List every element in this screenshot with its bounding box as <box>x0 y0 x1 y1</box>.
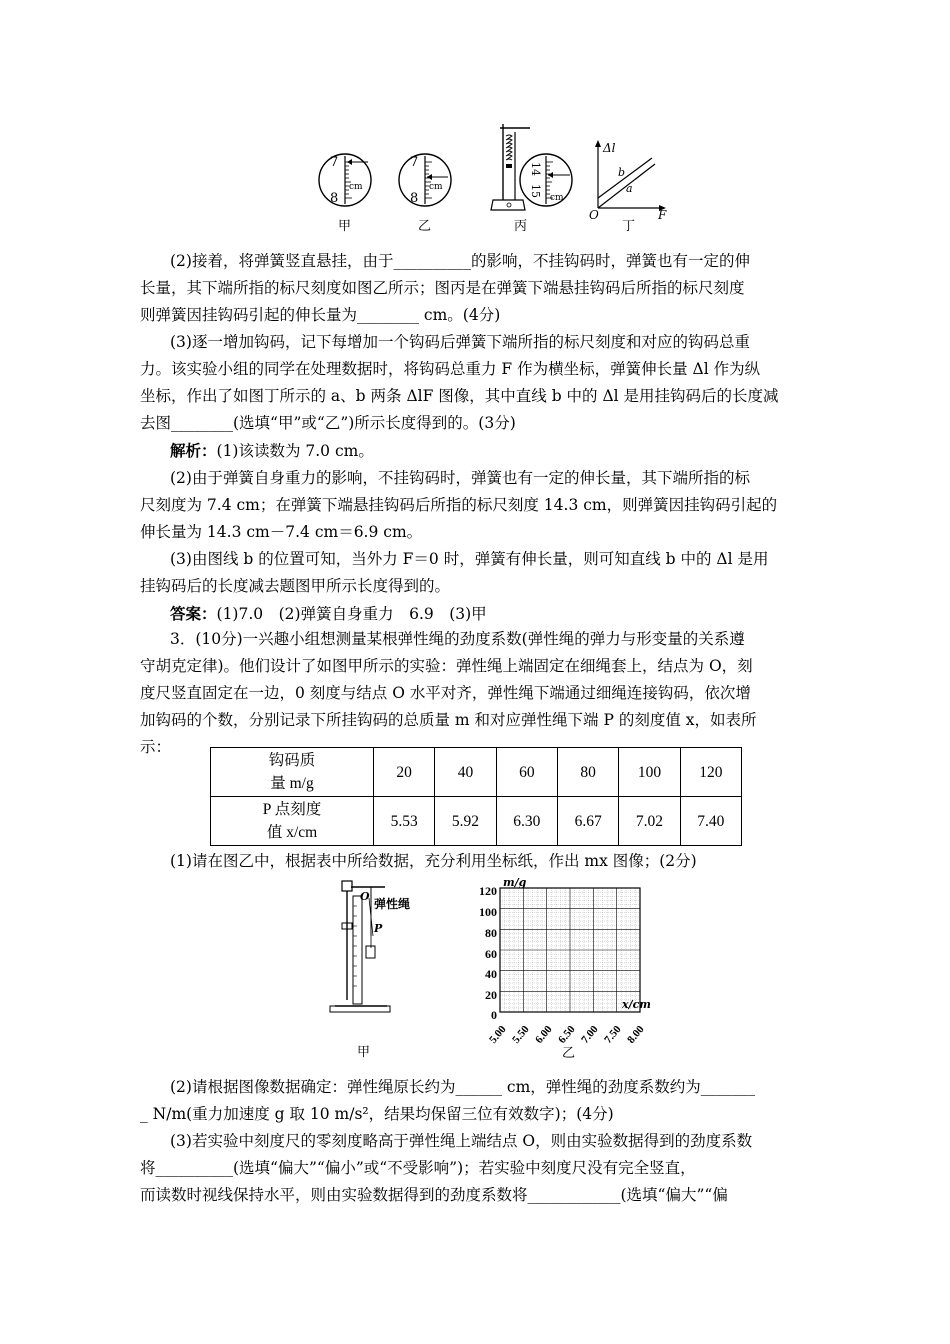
text-line: 度尺竖直固定在一边，0 刻度与结点 O 水平对齐，弹性绳下端通过细绳连接钩码，依次增 <box>140 684 751 702</box>
svg-text:8: 8 <box>330 191 339 206</box>
table-cell: 7.40 <box>680 797 741 846</box>
text-line: 长量，其下端所指的标尺刻度如图乙所示；图丙是在弹簧下端悬挂钩码后所指的标尺刻度 <box>140 279 745 297</box>
text-line: 力。该实验小组的同学在处理数据时，将钩码总重力 F 作为横坐标，弹簧伸长量 Δl 作为纵 <box>140 360 761 378</box>
svg-text:8.00: 8.00 <box>625 1023 647 1046</box>
svg-text:O: O <box>589 208 599 222</box>
svg-text:F: F <box>658 208 667 222</box>
table-cell: 60 <box>496 748 557 797</box>
text-line: 将__________(选填“偏大”“偏小”或“不受影响”)；若实验中刻度尺没有完全竖直， <box>140 1159 696 1177</box>
magnifier-yi <box>399 154 451 206</box>
text-line: (1)请在图乙中，根据表中所给数据，充分利用坐标纸，作出 mx 图像；(2分) <box>170 852 697 870</box>
text-line: 则弹簧因挂钩码引起的伸长量为________ cm。(4分) <box>140 306 501 324</box>
svg-text:cm: cm <box>349 182 363 192</box>
text-line: 加钩码的个数，分别记录下所挂钩码的总质量 m 和对应弹性绳下端 P 的刻度值 x，如表所 <box>140 711 757 729</box>
svg-text:60: 60 <box>485 947 497 961</box>
table-header: P 点刻度 值 x/cm <box>211 797 374 846</box>
svg-text:15: 15 <box>529 184 542 198</box>
svg-text:7.50: 7.50 <box>602 1023 624 1046</box>
label-ding: 丁 <box>622 219 636 234</box>
svg-text:cm: cm <box>550 193 564 203</box>
text-line: 而读数时视线保持水平，则由实验数据得到的劲度系数将____________(选填“偏大”“偏 <box>140 1186 728 1204</box>
label-yi: 乙 <box>418 219 432 234</box>
text-line: 伸长量为 14.3 cm－7.4 cm＝6.9 cm。 <box>140 523 423 541</box>
answer-label: 答案： <box>170 604 217 623</box>
svg-text:8: 8 <box>410 191 419 206</box>
table-row <box>211 797 742 846</box>
svg-text:cm: cm <box>429 182 443 192</box>
text-line: (2)由于弹簧自身重力的影响，不挂钩码时，弹簧也有一定的伸长量，其下端所指的标 <box>170 469 750 487</box>
svg-text:6.00: 6.00 <box>533 1023 555 1046</box>
table-cell: 5.92 <box>435 797 496 846</box>
text-line: (2)接着，将弹簧竖直悬挂，由于__________的影响，不挂钩码时，弹簧也有一定的伸 <box>170 252 750 270</box>
svg-text:a: a <box>626 182 633 195</box>
table-cell: 5.53 <box>374 797 435 846</box>
table-cell: 20 <box>374 748 435 797</box>
text-line: 去图________(选填“甲”或“乙”)所示长度得到的。(3分) <box>140 414 516 432</box>
svg-text:5.00: 5.00 <box>487 1023 509 1046</box>
text-line: _ N/m(重力加速度 g 取 10 m/s²，结果均保留三位有效数字)；(4分) <box>140 1105 614 1123</box>
svg-text:弹性绳: 弹性绳 <box>374 897 411 911</box>
table-cell: 120 <box>680 748 741 797</box>
svg-text:O: O <box>360 890 370 903</box>
spring-stand-bing <box>491 124 572 210</box>
table-header: 钩码质 量 m/g <box>211 748 374 797</box>
question-3-3 <box>140 1128 810 1209</box>
answer-text: (1)7.0 (2)弹簧自身重力 6.9 (3)甲 <box>216 605 487 623</box>
svg-text:Δl: Δl <box>603 141 616 155</box>
figure-spring-readings <box>300 118 680 236</box>
analysis-section <box>140 437 810 628</box>
text-line: (3)由图线 b 的位置可知，当外力 F＝0 时，弹簧有伸长量，则可知直线 b 中的 Δl 是用 <box>170 550 769 568</box>
data-table <box>210 747 742 846</box>
svg-text:b: b <box>618 166 626 179</box>
figure-apparatus-jia <box>325 878 435 1068</box>
svg-text:m/g: m/g <box>503 876 527 889</box>
table-row <box>211 748 742 797</box>
svg-text:120: 120 <box>479 884 497 898</box>
svg-text:7: 7 <box>330 155 339 170</box>
graph-ding <box>589 140 667 222</box>
figure-grid-yi <box>470 876 670 1066</box>
text-line: (3)若实验中刻度尺的零刻度略高于弹性绳上端结点 O，则由实验数据得到的劲度系数 <box>170 1132 753 1150</box>
svg-text:5.50: 5.50 <box>510 1023 532 1046</box>
label-bing: 丙 <box>514 219 528 234</box>
question-2-2 <box>140 248 810 329</box>
svg-text:100: 100 <box>479 905 497 919</box>
text-line: (1)该读数为 7.0 cm。 <box>216 442 374 460</box>
table-cell: 6.30 <box>496 797 557 846</box>
text-line: 坐标，作出了如图丁所示的 a、b 两条 ΔlF 图像，其中直线 b 中的 Δl 是用挂钩码后的长度减 <box>140 387 779 405</box>
magnifier-jia <box>319 154 371 206</box>
svg-text:7.00: 7.00 <box>579 1023 601 1046</box>
svg-text:20: 20 <box>485 988 497 1002</box>
question-2-3 <box>140 329 810 437</box>
svg-text:14: 14 <box>529 162 542 176</box>
table-cell: 40 <box>435 748 496 797</box>
question-3-2 <box>140 1074 810 1128</box>
text-line: 守胡克定律)。他们设计了如图甲所示的实验：弹性绳上端固定在细绳套上，结点为 O，刻 <box>140 657 753 675</box>
text-line: (3)逐一增加钩码，记下每增加一个钩码后弹簧下端所指的标尺刻度和对应的钩码总重 <box>170 333 750 351</box>
table-cell: 6.67 <box>557 797 618 846</box>
table-cell: 80 <box>557 748 618 797</box>
svg-text:0: 0 <box>491 1008 497 1022</box>
text-line: 3．(10分)一兴趣小组想测量某根弹性绳的劲度系数(弹性绳的弹力与形变量的关系遵 <box>170 630 745 648</box>
svg-text:x/cm: x/cm <box>622 998 651 1011</box>
svg-text:7: 7 <box>410 155 419 170</box>
svg-text:6.50: 6.50 <box>556 1023 578 1046</box>
table-cell: 100 <box>619 748 680 797</box>
text-line: 示： <box>140 738 172 756</box>
question-3 <box>140 626 810 761</box>
text-line: (2)请根据图像数据确定：弹性绳原长约为______ cm，弹性绳的劲度系数约为_______ <box>170 1078 756 1096</box>
table-cell: 7.02 <box>619 797 680 846</box>
text-line: 尺刻度为 7.4 cm；在弹簧下端悬挂钩码后所指的标尺刻度 14.3 cm，则弹簧因挂钩码引起的 <box>140 496 778 514</box>
svg-text:40: 40 <box>485 967 497 981</box>
text-line: 挂钩码后的长度减去题图甲所示长度得到的。 <box>140 577 451 595</box>
label-yi-bottom: 乙 <box>562 1046 576 1061</box>
label-jia-bottom: 甲 <box>357 1045 371 1060</box>
analysis-label: 解析： <box>170 441 217 460</box>
question-3-1 <box>140 848 810 875</box>
svg-text:80: 80 <box>485 926 497 940</box>
label-jia: 甲 <box>338 219 352 234</box>
svg-text:P: P <box>374 922 383 935</box>
